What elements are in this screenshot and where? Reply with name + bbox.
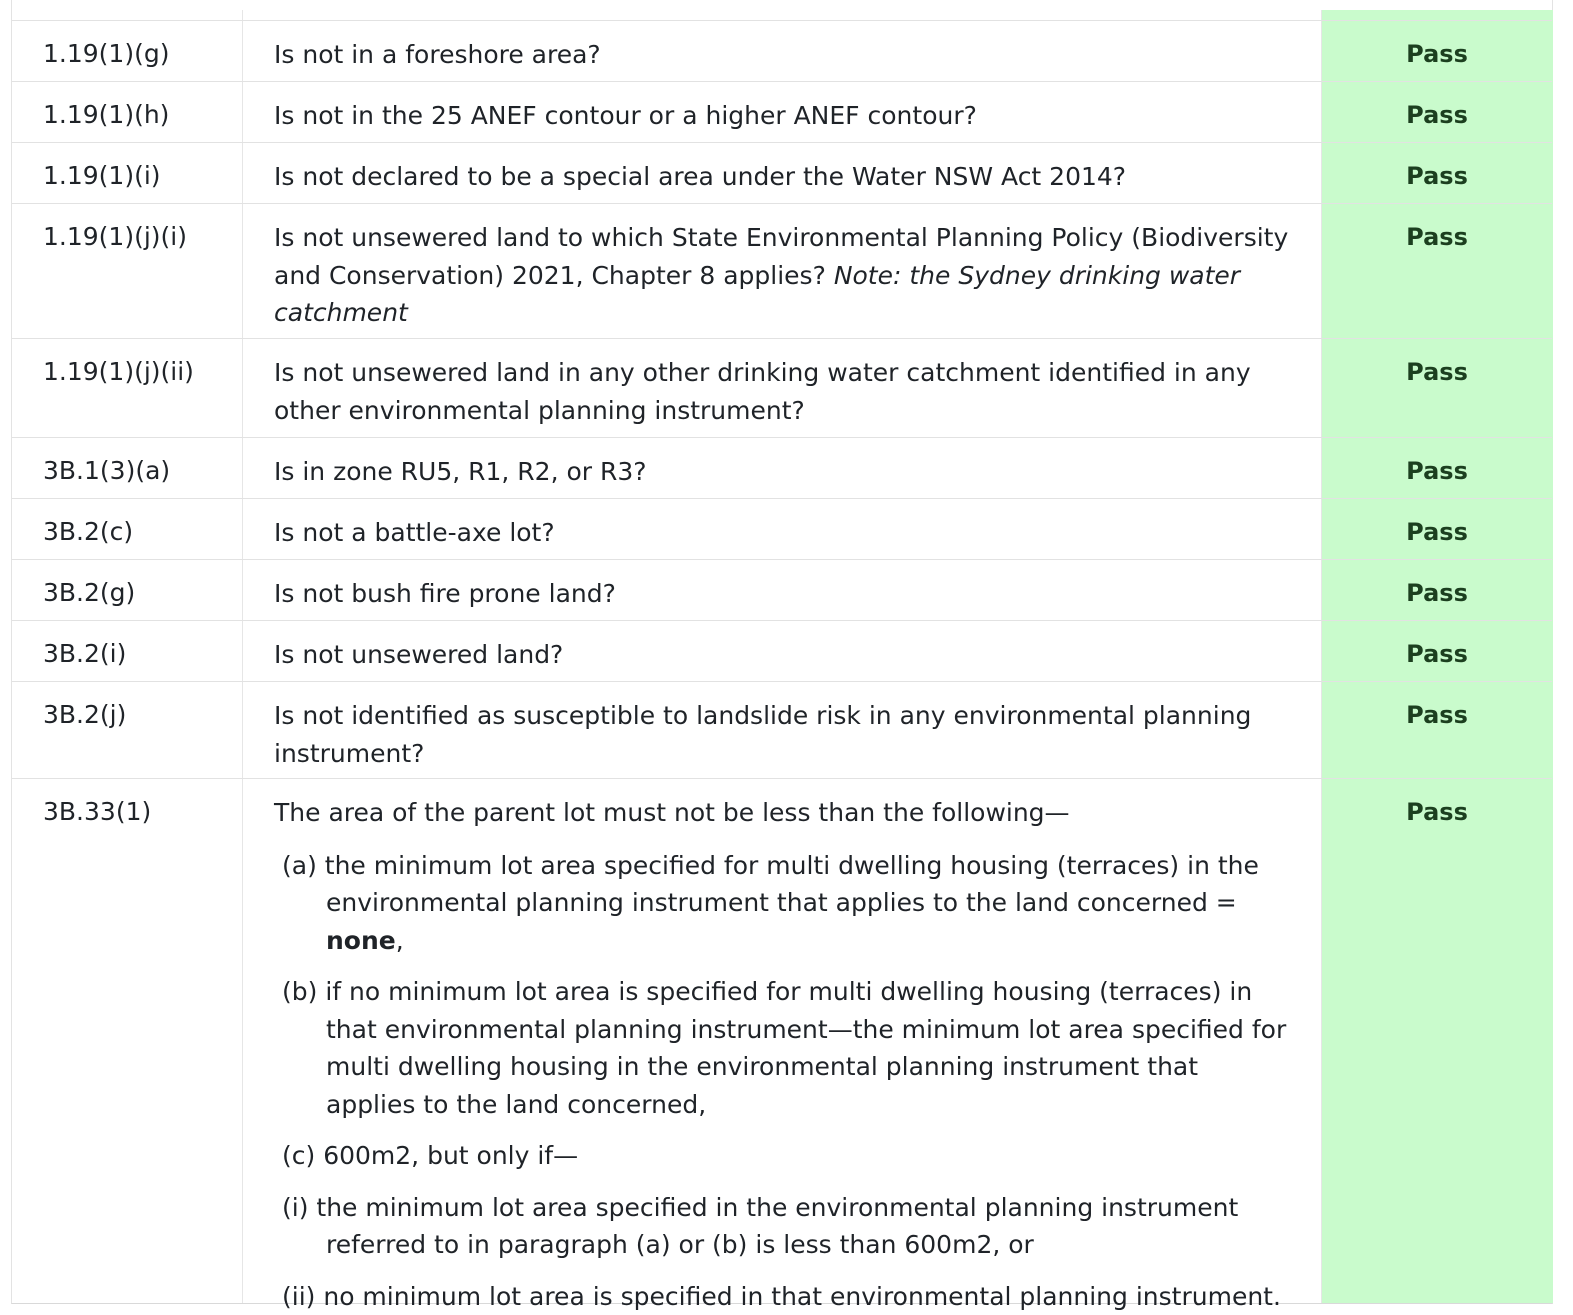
status-badge: Pass bbox=[1321, 514, 1553, 550]
clause-code: 3B.2(g) bbox=[43, 575, 135, 611]
status-badge: Pass bbox=[1321, 97, 1553, 133]
table-row bbox=[12, 778, 1552, 1303]
table-row bbox=[12, 498, 1552, 559]
clause-code: 3B.1(3)(a) bbox=[43, 453, 170, 489]
clause-code: 3B.2(c) bbox=[43, 514, 133, 550]
sub-clause-c: (c) 600m2, but only if— bbox=[274, 1137, 1294, 1175]
sub-clause-a bbox=[274, 847, 1294, 960]
compliance-table bbox=[11, 0, 1553, 1304]
criterion-intro: The area of the parent lot must not be less than the following— bbox=[274, 794, 1294, 832]
criterion-text: Is not in the 25 ANEF contour or a higher ANEF contour? bbox=[274, 97, 1294, 135]
criterion-note: Note: the Sydney drinking water catchment bbox=[274, 261, 1240, 328]
status-badge: Pass bbox=[1321, 158, 1553, 194]
clause-code: 1.19(1)(g) bbox=[43, 36, 169, 72]
sub-clause-a-tail: , bbox=[396, 926, 404, 955]
table-row bbox=[12, 559, 1552, 620]
sub-clause-c-i: (i) the minimum lot area specified in the environmental planning instrument referred to in paragraph (a) or (b) is less than 600m2, or bbox=[274, 1189, 1294, 1264]
table-row bbox=[12, 81, 1552, 142]
sub-clause-a-text: (a) the minimum lot area specified for multi dwelling housing (terraces) in the environmental planning instrument that applies to the land concerned = bbox=[282, 851, 1259, 918]
table-row bbox=[12, 20, 1552, 81]
criterion-text: Is not identified as susceptible to landslide risk in any environmental planning instrument? bbox=[274, 697, 1294, 772]
table-row bbox=[12, 203, 1552, 338]
clause-code: 3B.2(j) bbox=[43, 697, 126, 733]
status-badge: Pass bbox=[1321, 453, 1553, 489]
sub-clause-c-ii: (ii) no minimum lot area is specified in that environmental planning instrument. bbox=[274, 1278, 1294, 1315]
status-badge: Pass bbox=[1321, 354, 1553, 390]
status-badge: Pass bbox=[1321, 219, 1553, 255]
sub-clause-a-value: none bbox=[326, 926, 396, 955]
criterion-text: Is not a battle-axe lot? bbox=[274, 514, 1294, 552]
criterion-text bbox=[274, 794, 1294, 1315]
criterion-text: Is not in a foreshore area? bbox=[274, 36, 1294, 74]
status-badge: Pass bbox=[1321, 697, 1553, 733]
status-badge: Pass bbox=[1321, 36, 1553, 72]
table-row bbox=[12, 681, 1552, 778]
criterion-text: Is not unsewered land? bbox=[274, 636, 1294, 674]
criterion-text bbox=[274, 219, 1294, 332]
clause-code: 1.19(1)(i) bbox=[43, 158, 161, 194]
sub-clause-b: (b) if no minimum lot area is specified for multi dwelling housing (terraces) in that environmental planning instrument—the minimum lot area specified for multi dwelling housing in the environmental planning instrument that applies to the land concerned, bbox=[274, 973, 1294, 1123]
table-row bbox=[12, 437, 1552, 498]
clause-code: 3B.33(1) bbox=[43, 794, 151, 830]
criterion-text: Is not unsewered land in any other drinking water catchment identified in any other environmental planning instrument? bbox=[274, 354, 1294, 429]
clause-code: 1.19(1)(j)(i) bbox=[43, 219, 187, 255]
clause-code: 1.19(1)(j)(ii) bbox=[43, 354, 194, 390]
status-badge: Pass bbox=[1321, 636, 1553, 672]
table-row bbox=[12, 338, 1552, 437]
criterion-text: Is not bush fire prone land? bbox=[274, 575, 1294, 613]
clause-code: 3B.2(i) bbox=[43, 636, 126, 672]
table-row bbox=[12, 142, 1552, 203]
criterion-text: Is in zone RU5, R1, R2, or R3? bbox=[274, 453, 1294, 491]
clause-code: 1.19(1)(h) bbox=[43, 97, 169, 133]
status-badge: Pass bbox=[1321, 575, 1553, 611]
table-row bbox=[12, 620, 1552, 681]
criterion-main-text: Is not unsewered land to which State Environmental Planning Policy (Biodiversity and Conservation) 2021, Chapter 8 applies? bbox=[274, 223, 1288, 290]
status-badge: Pass bbox=[1321, 794, 1553, 830]
criterion-text: Is not declared to be a special area under the Water NSW Act 2014? bbox=[274, 158, 1294, 196]
